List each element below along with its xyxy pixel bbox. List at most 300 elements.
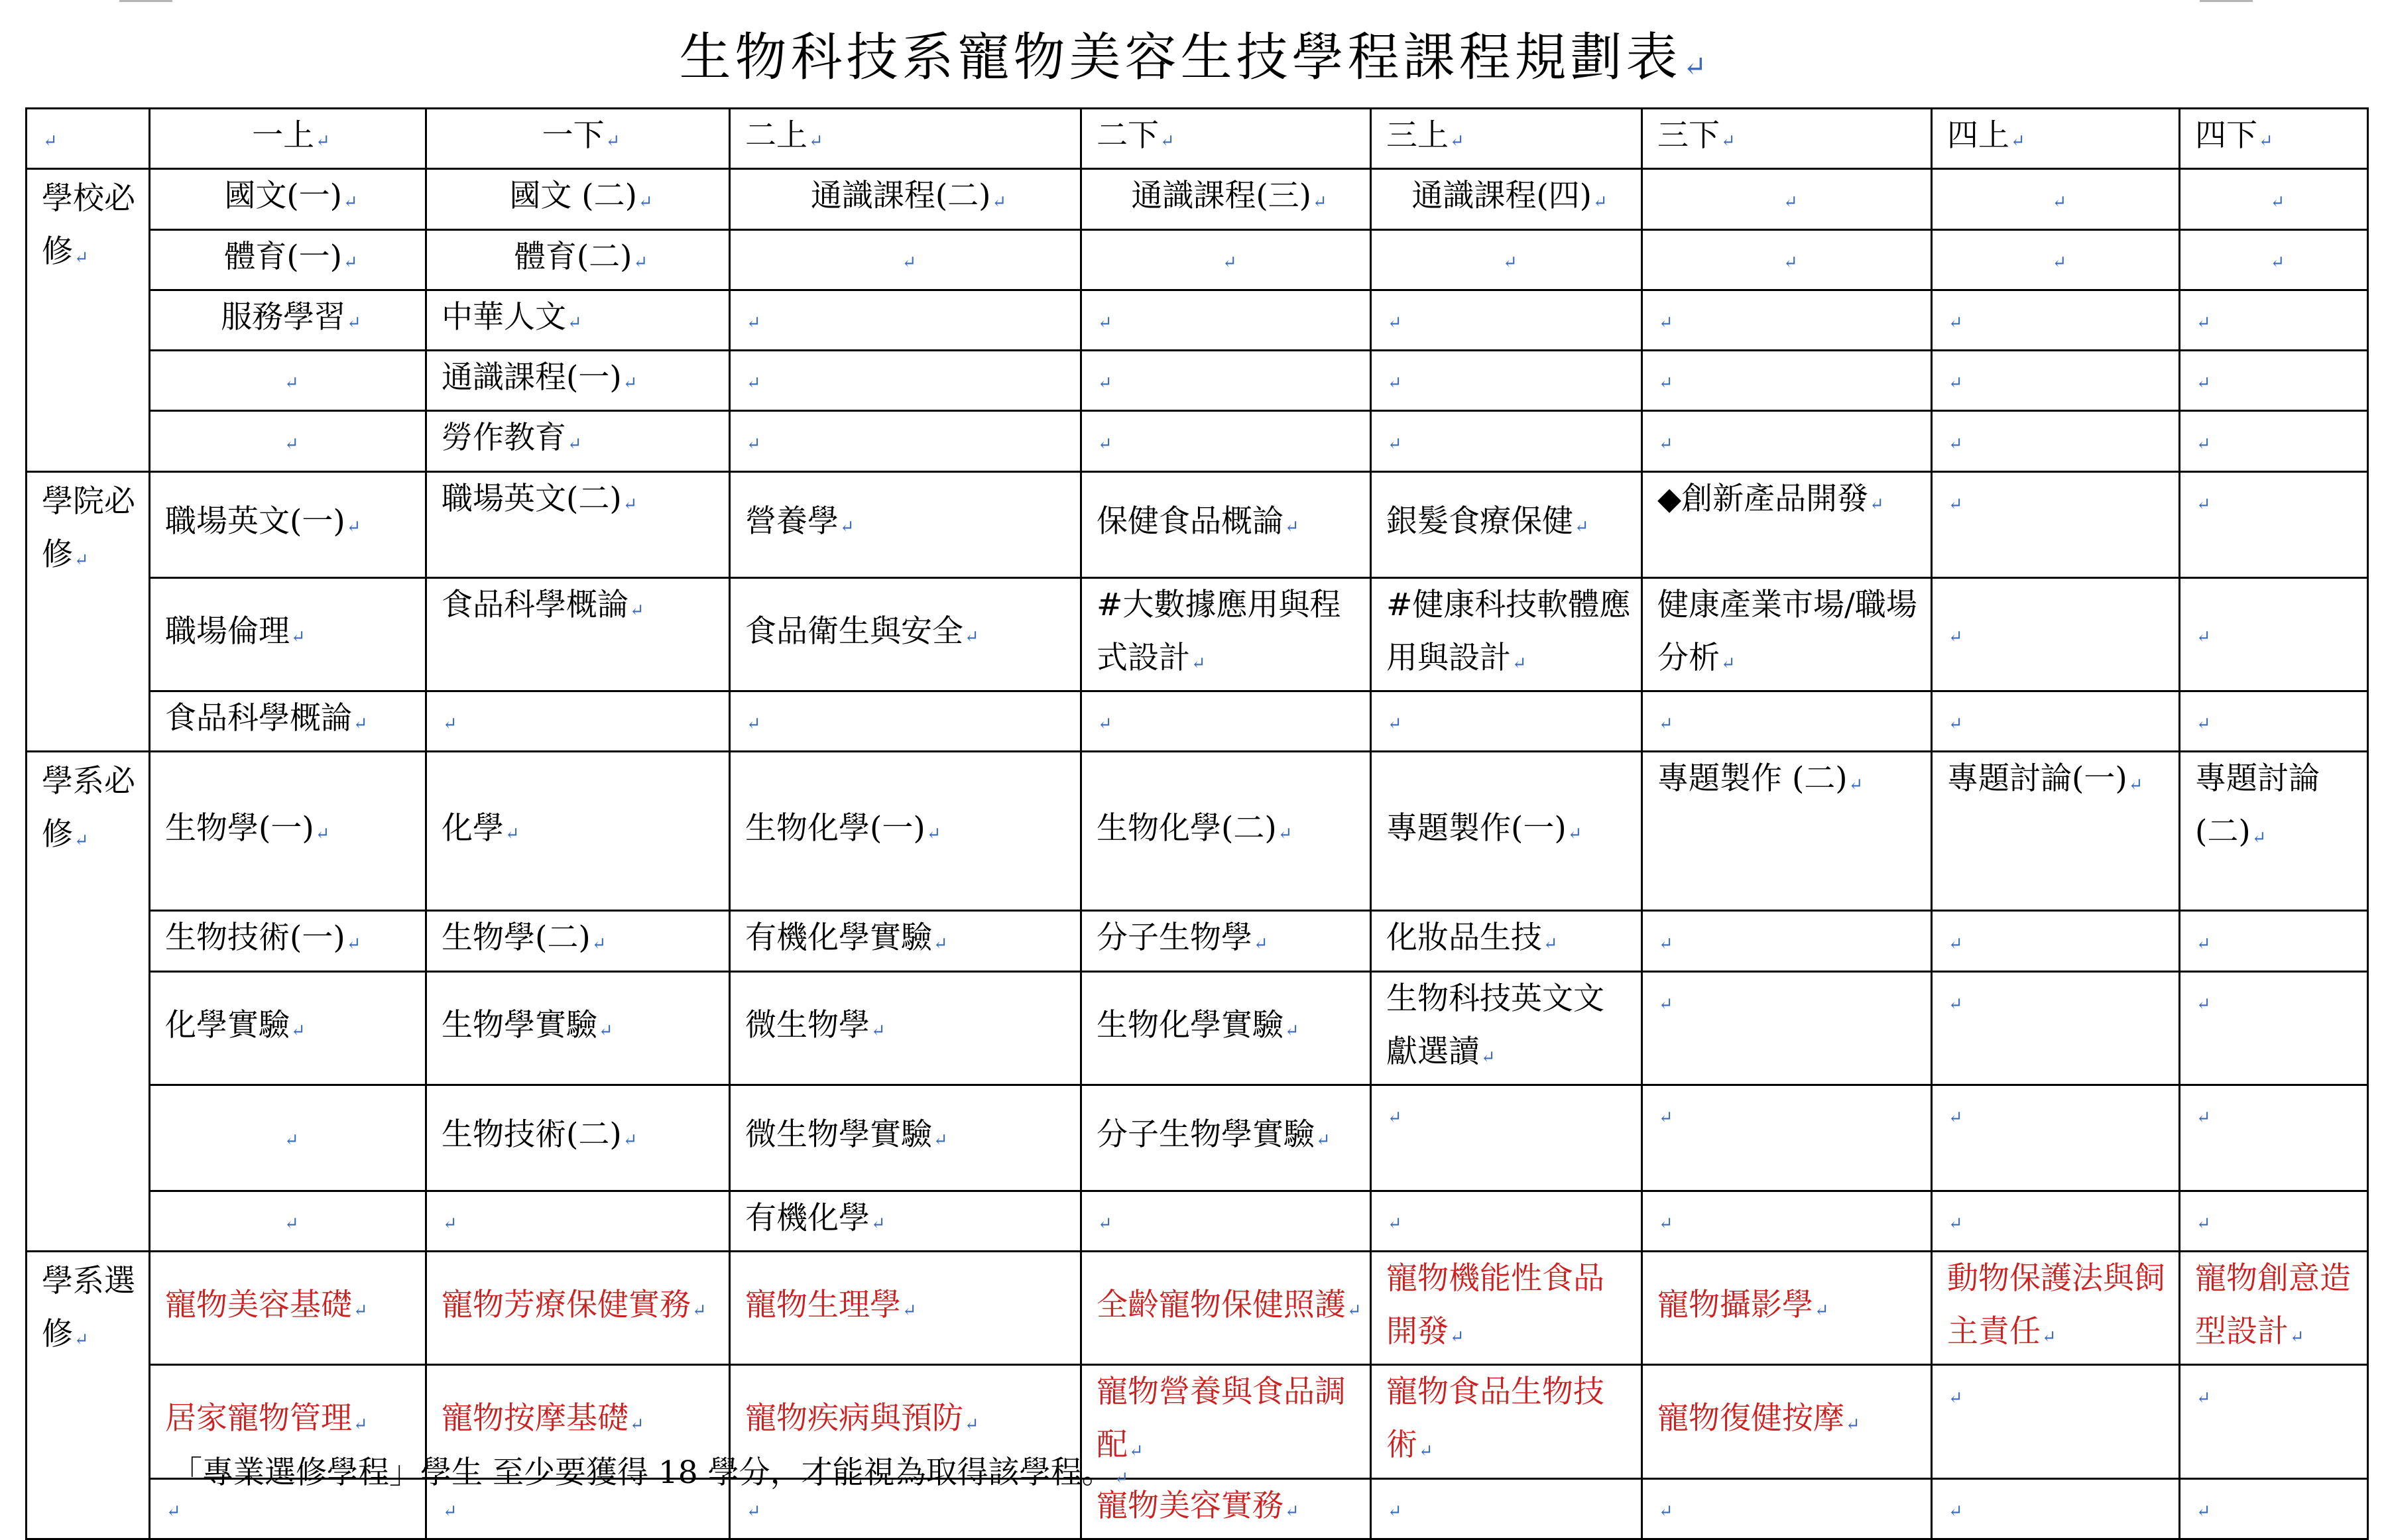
- paragraph-mark-icon: ↵: [630, 1414, 644, 1435]
- empty-cell: [1371, 691, 1642, 751]
- course-cell: [1081, 169, 1371, 229]
- paragraph-mark-icon: ↵: [353, 714, 368, 735]
- paragraph-mark-icon: ↵: [1815, 1301, 1829, 1321]
- semester-header: [426, 109, 730, 169]
- semester-header-row: [27, 109, 2368, 169]
- course-row: [27, 1191, 2368, 1251]
- course-row: [27, 169, 2368, 229]
- paragraph-mark-icon: ↵: [746, 714, 761, 735]
- paragraph-mark-icon: ↵: [1388, 1501, 1402, 1521]
- course-name: 體育(一): [224, 238, 343, 275]
- course-name: 職場英文(二): [442, 480, 622, 517]
- paragraph-mark-icon: ↵: [343, 192, 358, 212]
- empty-cell: [1081, 411, 1371, 471]
- paragraph-mark-icon: ↵: [74, 550, 89, 570]
- course-cell: [730, 471, 1081, 577]
- course-name: 微生物學: [745, 1006, 870, 1043]
- course-cell: [1371, 1252, 1642, 1365]
- paragraph-mark-icon: ↵: [353, 1414, 368, 1435]
- course-cell: [426, 752, 730, 911]
- paragraph-mark-icon: ↵: [1254, 933, 1268, 954]
- course-cell: [150, 290, 426, 350]
- paragraph-mark-icon: ↵: [1567, 823, 1582, 844]
- course-name: 分子生物學實驗: [1097, 1116, 1315, 1154]
- empty-cell: [2180, 911, 2368, 971]
- paragraph-mark-icon: ↵: [346, 517, 361, 538]
- empty-cell: [1081, 290, 1371, 350]
- paragraph-mark-icon: ↵: [1278, 823, 1293, 844]
- footer-note: [171, 1447, 1128, 1500]
- course-cell: [1371, 1365, 1642, 1478]
- semester-label: 三下: [1657, 117, 1720, 154]
- category-label: 學校必修: [42, 180, 135, 270]
- paragraph-mark-icon: ↵: [1948, 933, 1963, 954]
- empty-cell: [1932, 290, 2180, 350]
- paragraph-mark-icon: ↵: [1846, 1414, 1860, 1435]
- course-plan-table: [25, 107, 2369, 1540]
- empty-cell: [1642, 1085, 1932, 1191]
- empty-cell: [1371, 229, 1642, 290]
- course-name: 銀髮食療保健: [1386, 503, 1573, 540]
- paragraph-mark-icon: ↵: [1285, 1020, 1299, 1041]
- paragraph-mark-icon: ↵: [1948, 1388, 1963, 1408]
- empty-cell: [1371, 1478, 1642, 1539]
- paragraph-mark-icon: ↵: [2196, 1388, 2211, 1408]
- paragraph-mark-icon: ↵: [2270, 252, 2285, 272]
- paragraph-mark-icon: ↵: [1098, 313, 1112, 333]
- course-name: 生物化學(一): [745, 809, 925, 847]
- paragraph-mark-icon: ↵: [443, 1214, 457, 1234]
- paragraph-mark-icon: ↵: [2011, 131, 2025, 152]
- course-row: [27, 1085, 2368, 1191]
- course-name: 中華人文: [442, 298, 566, 335]
- empty-cell: [730, 290, 1081, 350]
- course-name: 國文 (二): [509, 178, 637, 215]
- paragraph-mark-icon: ↵: [1316, 1130, 1331, 1151]
- paragraph-mark-icon: ↵: [347, 313, 361, 333]
- paragraph-mark-icon: ↵: [1388, 434, 1402, 454]
- empty-cell: [2180, 1478, 2368, 1539]
- course-cell: [730, 1191, 1081, 1251]
- top-rule-left: [119, 0, 172, 2]
- semester-header: [2180, 109, 2368, 169]
- footer-text: 「專業選修學程」學生 至少要獲得 18 學分，才能視為取得該學程。: [171, 1454, 1113, 1491]
- paragraph-mark-icon: ↵: [43, 131, 58, 152]
- course-name: 寵物復健按摩: [1657, 1400, 1844, 1437]
- course-name: 寵物攝影學: [1657, 1287, 1813, 1324]
- paragraph-mark-icon: ↵: [284, 434, 299, 454]
- paragraph-mark-icon: ↵: [2196, 434, 2211, 454]
- course-cell: [150, 971, 426, 1085]
- course-row: [27, 577, 2368, 691]
- empty-cell: [150, 1085, 426, 1191]
- paragraph-mark-icon: ↵: [166, 1501, 181, 1521]
- paragraph-mark-icon: ↵: [591, 933, 607, 954]
- paragraph-mark-icon: ↵: [902, 252, 917, 272]
- semester-label: 一下: [542, 117, 605, 154]
- paragraph-mark-icon: ↵: [74, 247, 89, 268]
- paragraph-mark-icon: ↵: [1848, 774, 1864, 795]
- course-cell: [426, 577, 730, 691]
- paragraph-mark-icon: ↵: [1659, 1214, 1673, 1234]
- paragraph-mark-icon: ↵: [291, 626, 306, 647]
- empty-cell: [730, 691, 1081, 751]
- course-name: 勞作教育: [442, 420, 566, 457]
- top-rule-right: [2200, 0, 2253, 2]
- empty-cell: [1371, 1191, 1642, 1251]
- course-name: 專題討論(一): [1947, 760, 2127, 798]
- course-cell: [426, 169, 730, 229]
- paragraph-mark-icon: ↵: [1388, 714, 1402, 735]
- paragraph-mark-icon: ↵: [2196, 994, 2211, 1014]
- paragraph-mark-icon: ↵: [505, 823, 520, 844]
- paragraph-mark-icon: ↵: [2196, 1108, 2211, 1128]
- course-cell: [1081, 971, 1371, 1085]
- paragraph-mark-icon: ↵: [1659, 714, 1673, 735]
- course-name: 國文(一): [224, 178, 343, 215]
- empty-cell: [1081, 351, 1371, 411]
- course-name: 寵物機能性食品開發: [1386, 1260, 1604, 1350]
- course-cell: [730, 577, 1081, 691]
- paragraph-mark-icon: ↵: [1450, 131, 1464, 152]
- empty-cell: [1642, 1478, 1932, 1539]
- empty-cell: [1932, 169, 2180, 229]
- paragraph-mark-icon: ↵: [1481, 1047, 1496, 1067]
- paragraph-mark-icon: ↵: [316, 131, 330, 152]
- course-cell: [1642, 1365, 1932, 1478]
- paragraph-mark-icon: ↵: [315, 823, 330, 844]
- course-name: 生物科技英文文獻選讀: [1386, 980, 1604, 1070]
- empty-cell: [1081, 691, 1371, 751]
- empty-cell: [1642, 1191, 1932, 1251]
- paragraph-mark-icon: ↵: [1948, 434, 1963, 454]
- semester-label: 四上: [1947, 117, 2009, 154]
- empty-cell: [730, 351, 1081, 411]
- paragraph-mark-icon: ↵: [1659, 313, 1673, 333]
- course-cell: [150, 911, 426, 971]
- paragraph-mark-icon: ↵: [992, 192, 1007, 212]
- paragraph-mark-icon: ↵: [1512, 653, 1527, 674]
- course-cell: [1642, 752, 1932, 911]
- paragraph-mark-icon: ↵: [2196, 494, 2211, 514]
- paragraph-mark-icon: ↵: [933, 933, 948, 954]
- paragraph-mark-icon: ↵: [2270, 192, 2285, 212]
- empty-cell: [1932, 1085, 2180, 1191]
- course-cell: [426, 229, 730, 290]
- paragraph-mark-icon: ↵: [284, 373, 299, 394]
- paragraph-mark-icon: ↵: [1098, 1214, 1112, 1234]
- corner-cell: [27, 109, 150, 169]
- course-name: 全齡寵物保健照護: [1097, 1287, 1346, 1324]
- paragraph-mark-icon: ↵: [1948, 313, 1963, 333]
- empty-cell: [1642, 691, 1932, 751]
- paragraph-mark-icon: ↵: [1948, 494, 1963, 514]
- course-cell: [2180, 752, 2368, 911]
- empty-cell: [1932, 471, 2180, 577]
- course-row: [27, 971, 2368, 1085]
- course-name: 通識課程(一): [442, 359, 622, 396]
- paragraph-mark-icon: ↵: [284, 1214, 299, 1234]
- semester-header: [1081, 109, 1371, 169]
- course-name: 職場倫理: [165, 613, 290, 650]
- course-name: #大數據應用與程式設計: [1097, 586, 1341, 676]
- empty-cell: [1932, 411, 2180, 471]
- paragraph-mark-icon: ↵: [1948, 626, 1963, 647]
- course-name: 職場英文(一): [165, 503, 345, 540]
- course-name: 食品衛生與安全: [745, 613, 963, 650]
- course-row: [27, 411, 2368, 471]
- paragraph-mark-icon: ↵: [443, 714, 457, 735]
- empty-cell: [2180, 971, 2368, 1085]
- paragraph-mark-icon: ↵: [1347, 1301, 1362, 1321]
- course-cell: [730, 1252, 1081, 1365]
- course-cell: [1371, 577, 1642, 691]
- paragraph-mark-icon: ↵: [567, 313, 582, 333]
- empty-cell: [1371, 351, 1642, 411]
- empty-cell: [426, 691, 730, 751]
- paragraph-mark-icon: ↵: [1114, 1468, 1129, 1489]
- empty-cell: [2180, 290, 2368, 350]
- empty-cell: [1932, 1478, 2180, 1539]
- course-name: 服務學習: [221, 298, 346, 335]
- paragraph-mark-icon: ↵: [965, 626, 979, 647]
- paragraph-mark-icon: ↵: [74, 1330, 89, 1350]
- paragraph-mark-icon: ↵: [638, 192, 653, 212]
- empty-cell: [2180, 1191, 2368, 1251]
- course-cell: [150, 169, 426, 229]
- paragraph-mark-icon: ↵: [809, 131, 823, 152]
- empty-cell: [1642, 169, 1932, 229]
- paragraph-mark-icon: ↵: [353, 1301, 368, 1321]
- paragraph-mark-icon: ↵: [1659, 373, 1673, 394]
- course-name: 微生物學實驗: [745, 1116, 932, 1154]
- paragraph-mark-icon: ↵: [692, 1301, 707, 1321]
- course-cell: [150, 1252, 426, 1365]
- empty-cell: [2180, 471, 2368, 577]
- semester-label: 一上: [252, 117, 315, 154]
- course-cell: [1371, 752, 1642, 911]
- semester-header: [730, 109, 1081, 169]
- category-cell: [27, 752, 150, 1252]
- course-name: 寵物生理學: [745, 1287, 901, 1324]
- course-name: 生物學實驗: [442, 1006, 597, 1043]
- paragraph-mark-icon: ↵: [1388, 1108, 1402, 1128]
- empty-cell: [150, 1191, 426, 1251]
- empty-cell: [1932, 1365, 2180, 1478]
- course-name: 有機化學: [745, 1199, 870, 1236]
- paragraph-mark-icon: ↵: [633, 252, 648, 272]
- empty-cell: [1932, 229, 2180, 290]
- course-name: 寵物芳療保健實務: [442, 1287, 691, 1324]
- course-cell: [426, 471, 730, 577]
- course-name: 化學實驗: [165, 1006, 290, 1043]
- course-name: 生物學(一): [165, 809, 314, 847]
- semester-label: 四下: [2195, 117, 2257, 154]
- paragraph-mark-icon: ↵: [1098, 373, 1112, 394]
- course-cell: [1932, 752, 2180, 911]
- paragraph-mark-icon: ↵: [346, 933, 361, 954]
- paragraph-mark-icon: ↵: [1659, 434, 1673, 454]
- paragraph-mark-icon: ↵: [1450, 1327, 1464, 1348]
- paragraph-mark-icon: ↵: [1160, 131, 1175, 152]
- empty-cell: [2180, 691, 2368, 751]
- paragraph-mark-icon: ↵: [1659, 1108, 1673, 1128]
- paragraph-mark-icon: ↵: [1129, 1441, 1144, 1461]
- empty-cell: [1081, 229, 1371, 290]
- course-name: 寵物創意造型設計: [2195, 1260, 2351, 1350]
- paragraph-mark-icon: ↵: [1388, 313, 1402, 333]
- course-cell: [730, 911, 1081, 971]
- paragraph-mark-icon: ↵: [605, 131, 621, 152]
- course-name: 化妝品生技: [1386, 919, 1542, 957]
- paragraph-mark-icon: ↵: [1285, 517, 1299, 538]
- course-cell: [730, 752, 1081, 911]
- paragraph-mark-icon: ↵: [1948, 1108, 1963, 1128]
- empty-cell: [1642, 911, 1932, 971]
- paragraph-mark-icon: ↵: [1659, 933, 1673, 954]
- empty-cell: [730, 411, 1081, 471]
- paragraph-mark-icon: ↵: [1948, 1214, 1963, 1234]
- paragraph-mark-icon: ↵: [2251, 827, 2267, 848]
- category-label: 學系選修: [42, 1263, 135, 1353]
- course-cell: [150, 577, 426, 691]
- course-cell: [1081, 1085, 1371, 1191]
- course-name: 通識課程(四): [1411, 178, 1592, 215]
- empty-cell: [1642, 290, 1932, 350]
- course-name: 動物保護法與飼主責任: [1947, 1260, 2165, 1350]
- paragraph-mark-icon: ↵: [2290, 1327, 2304, 1348]
- paragraph-mark-icon: ↵: [2052, 252, 2067, 272]
- empty-cell: [730, 229, 1081, 290]
- paragraph-mark-icon: ↵: [1191, 653, 1206, 674]
- course-cell: [730, 971, 1081, 1085]
- empty-cell: [426, 1191, 730, 1251]
- semester-label: 二上: [745, 117, 807, 154]
- course-cell: [150, 471, 426, 577]
- paragraph-mark-icon: ↵: [926, 823, 941, 844]
- paragraph-mark-icon: ↵: [1503, 252, 1518, 272]
- course-name: 體育(二): [514, 238, 632, 275]
- category-cell: [27, 471, 150, 752]
- semester-header: [1371, 109, 1642, 169]
- paragraph-mark-icon: ↵: [1659, 1501, 1673, 1521]
- course-row: [27, 290, 2368, 350]
- paragraph-mark-icon: ↵: [746, 313, 761, 333]
- course-name: 專題製作(一): [1386, 809, 1567, 847]
- course-name: 生物技術(一): [165, 919, 345, 957]
- title-text: 生物科技系寵物美容生技學程課程規劃表: [679, 28, 1682, 88]
- paragraph-mark-icon: ↵: [623, 373, 638, 394]
- empty-cell: [150, 351, 426, 411]
- course-name: 生物技術(二): [442, 1116, 622, 1154]
- empty-cell: [1932, 351, 2180, 411]
- course-name: 生物化學實驗: [1097, 1006, 1283, 1043]
- course-cell: [150, 229, 426, 290]
- empty-cell: [1081, 1191, 1371, 1251]
- course-cell: [730, 1085, 1081, 1191]
- paragraph-mark-icon: ↵: [871, 1214, 886, 1234]
- course-cell: [1081, 752, 1371, 911]
- course-name: 保健食品概論: [1097, 503, 1283, 540]
- course-cell: [426, 911, 730, 971]
- empty-cell: [1371, 411, 1642, 471]
- course-cell: [426, 290, 730, 350]
- paragraph-mark-icon: ↵: [1948, 994, 1963, 1014]
- paragraph-mark-icon: ↵: [1783, 192, 1798, 212]
- course-name: 專題製作 (二): [1657, 760, 1848, 798]
- paragraph-mark-icon: ↵: [965, 1414, 979, 1435]
- course-cell: [1642, 577, 1932, 691]
- course-name: 食品科學概論: [442, 586, 628, 623]
- paragraph-mark-icon: ↵: [1659, 994, 1673, 1014]
- paragraph-mark-icon: ↵: [2052, 192, 2067, 212]
- paragraph-mark-icon: ↵: [1948, 1501, 1963, 1521]
- course-name: 寵物美容實務: [1097, 1487, 1283, 1524]
- paragraph-mark-icon: ↵: [623, 494, 638, 514]
- empty-cell: [2180, 1365, 2368, 1478]
- course-name: 食品科學概論: [165, 699, 352, 737]
- paragraph-mark-icon: ↵: [1543, 933, 1558, 954]
- paragraph-mark-icon: ↵: [1575, 517, 1589, 538]
- course-cell: [1081, 911, 1371, 971]
- course-cell: [426, 1252, 730, 1365]
- course-row: [27, 911, 2368, 971]
- paragraph-mark-icon: ↵: [840, 517, 855, 538]
- course-row: [27, 351, 2368, 411]
- course-name: #健康科技軟體應用與設計: [1386, 586, 1631, 676]
- course-cell: [426, 971, 730, 1085]
- category-label: 學院必修: [42, 483, 135, 573]
- course-row: [27, 1252, 2368, 1365]
- semester-header: [1642, 109, 1932, 169]
- course-cell: [1371, 471, 1642, 577]
- paragraph-mark-icon: ↵: [1948, 373, 1963, 394]
- course-cell: [730, 169, 1081, 229]
- paragraph-mark-icon: ↵: [284, 1130, 299, 1151]
- empty-cell: [2180, 169, 2368, 229]
- paragraph-mark-icon: ↵: [291, 1020, 306, 1041]
- course-name: ◆創新產品開發: [1657, 480, 1869, 517]
- course-cell: [1371, 971, 1642, 1085]
- course-name: 寵物食品生物技術: [1386, 1374, 1604, 1464]
- paragraph-mark-icon: ↵: [1419, 1441, 1433, 1461]
- paragraph-mark-icon: ↵: [1388, 373, 1402, 394]
- empty-cell: [1932, 577, 2180, 691]
- empty-cell: [2180, 1085, 2368, 1191]
- paragraph-mark-icon: ↵: [2128, 774, 2143, 795]
- course-name: 通識課程(二): [810, 178, 991, 215]
- document-title: [0, 21, 2386, 94]
- course-name: 居家寵物管理: [165, 1400, 352, 1437]
- paragraph-mark-icon: ↵: [2042, 1327, 2057, 1348]
- paragraph-mark-icon: ↵: [1313, 192, 1327, 212]
- paragraph-mark-icon: ↵: [1721, 131, 1736, 152]
- course-name: 營養學: [745, 503, 839, 540]
- empty-cell: [1932, 911, 2180, 971]
- course-row: [27, 752, 2368, 911]
- paragraph-mark-icon: ↵: [1285, 1501, 1299, 1521]
- empty-cell: [1932, 971, 2180, 1085]
- course-cell: [150, 691, 426, 751]
- paragraph-mark-icon: ↵: [1223, 252, 1237, 272]
- empty-cell: [1932, 1191, 2180, 1251]
- paragraph-mark-icon: ↵: [1388, 1214, 1402, 1234]
- course-cell: [1371, 911, 1642, 971]
- course-name: 化學: [442, 809, 504, 847]
- empty-cell: [2180, 351, 2368, 411]
- paragraph-mark-icon: ↵: [2196, 626, 2211, 647]
- paragraph-mark-icon: ↵: [567, 434, 582, 454]
